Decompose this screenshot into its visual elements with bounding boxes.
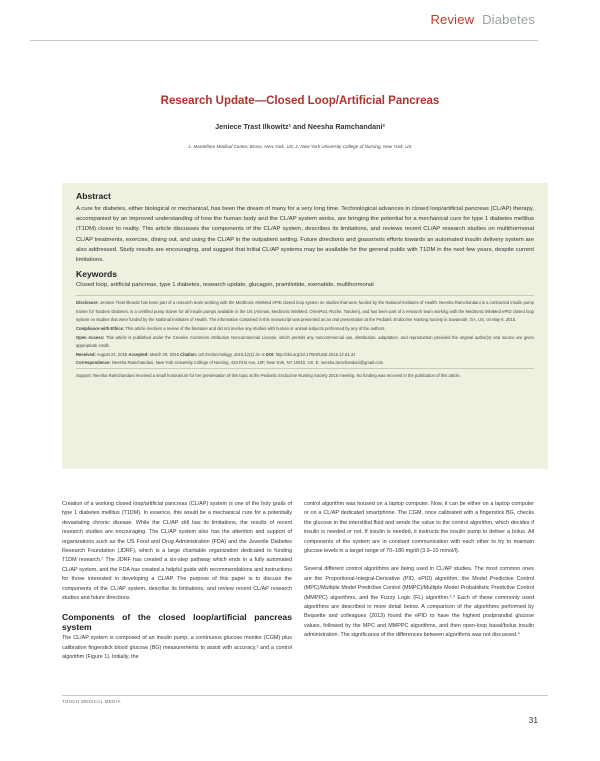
abstract-heading: Abstract <box>76 191 111 201</box>
body-paragraph: control algorithm was housed on a laptop computer. Now, it can be either on a laptop computer or on a CL/AP dedicated smartphone. The CGM, once calibrated with a fingerstick BG, checks the glucose in the interstitial fluid and sends the value to the control algorithm, which decides if insulin is needed or not. If insulin is needed, it instructs the insulin pump to deliver a bolus. All components of the system are in constant communication with each other to try to maintain glucose levels in a target range of 70–180 mg/dl (3.9–10 mmol/l). <box>304 501 534 555</box>
disclosure-label: Disclosure: <box>76 300 99 306</box>
received-label: Received: <box>76 351 96 357</box>
ethics-text: This article involves a review of the literature and did not involve any studies with human or animal subjects performed by any of the authors. <box>125 326 386 331</box>
abstract-text: A cure for diabetes, either biological or mechanical, has been the dream of many for a very long time. Technological advances in closed loop/artificial pancreas (CL/AP) therapy, accompanied by an improved understanding of how the human body and the CL/AP system works, are bringing the potential for a mechanical cure for type 1 diabetes mellitus (T1DM) closer to reality. This article discusses the components of the CL/AP system, describes its limitations, and reviews recent CL/AP research studies on multihormonal CL/AP treatments, exercise, dining out, and using the CL/AP in the outpatient setting. Future directions and grassroots efforts towards an automated insulin delivery system are also addressed. Study results are encouraging, and suggest that initial CL/AP systems may be available for the general public with T1DM in the next few years, despite current limitations. <box>76 206 534 264</box>
correspondence-label: Correspondence: <box>76 360 111 366</box>
body-paragraph: Creation of a working closed loop/artificial pancreas (CL/AP) system is one of the holy grails of type 1 diabetes mellitus (T1DM). In essence, this would be a mechanical cure for a potentially devastating chronic disease. While the CL/AP still has its limitations, the results of recent research studies are encouraging. The CL/AP system also has the attention and support of organizations such as the US Food and Drug Administration (FDA) and the Juvenile Diabetes Research Foundation (JDRF), which is a large charitable organization dedicated to funding T1DM research.¹ The JDRF has created a six-step pathway which ends in a fully automated CL/AP system, and the FDA has created a helpful guide with recommendations and instructions for those interested in developing a CL/AP. The purpose of this paper is to discuss the components of the CL/AP system, describe its limitations, and review recent CL/AP research studies and future directions. <box>62 501 292 602</box>
body-column-right <box>304 500 534 650</box>
doi-link[interactable]: http://doi.org/10.17925/USE.2016.12.01.31 <box>275 351 356 357</box>
accepted-date: March 29, 2016 <box>149 351 179 357</box>
open-access-text: This article is published under the Creative Commons Attribution Noncommercial License, which permits any noncommercial use, distribution, adaptation, and reproduction provided the original author(s) and source are given appropriate credit. <box>76 334 534 349</box>
section-label <box>430 12 535 27</box>
correspondence-text: Neesha Ramchandani, New York University College of Nursing, 433 First Ave, 10F, New York, NY 10010, US. E: neesha.ramchandani@gmail.com <box>111 360 384 366</box>
section-diabetes: Diabetes <box>482 12 535 27</box>
accepted-label: Accepted: <box>128 351 149 357</box>
article-affiliations: 1. Montefiore Medical Center, Bronx, New York, US; 2. New York University College of Nursing, New York, US <box>188 144 412 149</box>
open-access-label: Open Access: <box>76 334 105 340</box>
support-block <box>76 369 534 381</box>
article-title: Research Update—Closed Loop/Artificial Pancreas <box>160 95 440 107</box>
page-number: 31 <box>528 715 538 725</box>
keywords-heading: Keywords <box>76 269 118 280</box>
doi-label: DOI: <box>265 351 275 357</box>
received-date: August 24, 2015 <box>96 351 128 357</box>
keywords-text: Closed loop, artificial pancreas, type 1 diabetes, research update, glucagon, pramlintide, exenatide, multihormonal <box>76 282 374 289</box>
support-label: Support: <box>76 372 92 378</box>
body-paragraph: Several different control algorithms are being used in CL/AP studies. The most common ones are the Proportional-Integral-Derivative (PID, ePID) algorithm, the Model Predictive Control (MPC)/Multiple Model Predictive Control (MMPC)/Multiple Model Probabilistic Predictive Control (MMPPC) algorithms, and the Fuzzy Logic (FL) algorithm.²˒³ Each of these commonly used algorithms are described in more detail below. A comparison of the algorithms performed by Bequette and colleagues (2013) found the ePID to have the highest postprandial glucose values, followed by the MPC and MMPPC algorithms, and then open-loop basal/bolus insulin administration. The significance of the differences between algorithms was not discussed.⁴ <box>304 566 534 639</box>
ethics-label: Compliance with Ethics: <box>76 326 125 331</box>
body-paragraph: The CL/AP system is composed of an insulin pump, a continuous glucose monitor (CGM) plus calibration fingerstick blood glucose (BG) measurements to assist with accuracy,² and a control algorithm (Figure 1). Initially, the <box>62 635 292 661</box>
body-column-left <box>62 500 292 672</box>
citation-text: US Endocrinology, 2016;12(1):31–6 <box>198 351 265 357</box>
abstract-box <box>62 183 548 469</box>
citation-label: Citation: <box>180 351 198 357</box>
footer-divider <box>62 695 548 696</box>
section-heading: Components of the closed loop/artificial pancreas system <box>62 612 292 633</box>
support-text: Neesha Ramchandani received a small honorarium for her presentation of this topic at the Pediatric Endocrine Nursing Society 2015 meeting. No funding was received in the publication of this article. <box>93 372 461 378</box>
disclosures-block <box>76 296 534 368</box>
section-review: Review <box>430 12 475 27</box>
article-authors: Jeniece Trast Ilkowitz¹ and Neesha Ramchandani² <box>215 122 385 131</box>
publisher-name: TOUCH MEDICAL MEDIA <box>62 699 121 704</box>
disclosure-text: Jeniece Trast Ilkowitz has been part of a research team working with the Medtronic MiniMed ePID closed loop system on studies that were funded by the National Institutes of Health. Neesha Ramchandani is a contracted insulin pump trainer for Tandem Diabetes, is a certified pump trainer for all insulin pumps available in the US (Animas, Medtronic MiniMed, OmniPod, Roche, Tandem), and has been part of a research team working with the Medtronic MiniMed ePID closed loop system on studies that were funded by the National Institutes of Health. The information contained in this manuscript was presented as an oral presentation at the Pediatric Endocrine Nursing Society in Savannah, GA, US, on May 6, 2015. <box>76 300 534 323</box>
header-divider <box>30 40 538 41</box>
